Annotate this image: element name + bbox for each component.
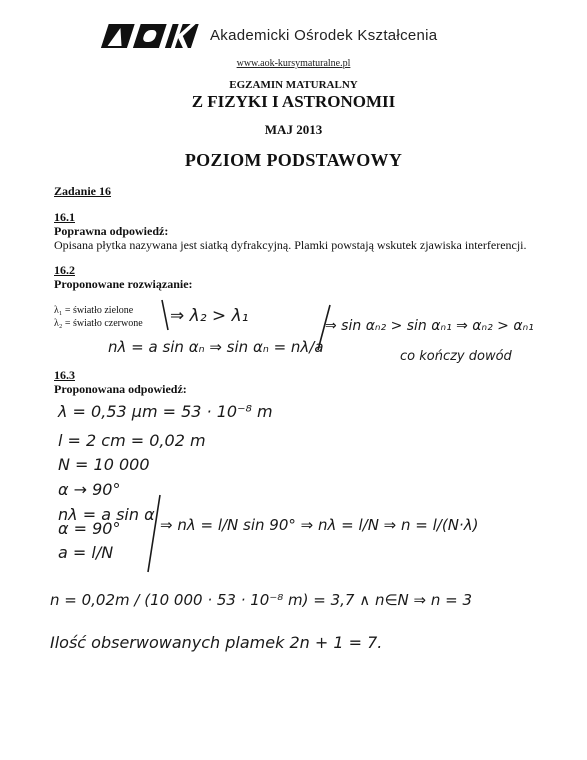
subject-title: Z FIZYKI I ASTRONOMII [191, 92, 396, 111]
hw-16-2-line3: ⇒ sin αₙ₂ > sin αₙ₁ ⇒ αₙ₂ > αₙ₁ [325, 318, 534, 334]
website-url[interactable]: www.aok-kursymaturalne.pl [236, 58, 351, 69]
section-16-2-heading: Proponowane rozwiązanie: [54, 277, 193, 291]
section-16-1-number: 16.1 [54, 210, 75, 224]
hw-given-alpha: α → 90° [58, 480, 121, 499]
brace-stroke [162, 300, 168, 330]
hw-derivation: ⇒ nλ = l/N sin 90° ⇒ nλ = l/N ⇒ n = l/(N·λ) [160, 516, 479, 534]
hw-given-N: N = 10 000 [58, 455, 150, 474]
exam-title: EGZAMIN MATURALNY [229, 79, 358, 91]
hw-eq-grating: nλ = a sin α [58, 505, 155, 524]
hw-eq-angle: α = 90° [58, 519, 121, 538]
level-title: POZIOM PODSTAWOWY [184, 150, 403, 170]
hw-16-2-line4: co kończy dowód [400, 349, 512, 364]
section-16-1-heading: Poprawna odpowiedź: [54, 224, 169, 238]
exam-date: MAJ 2013 [264, 122, 323, 137]
logo-name: Akademicki Ośrodek Kształcenia [210, 27, 438, 44]
hw-eq-spacing: a = l/N [58, 543, 114, 562]
section-16-3-number: 16.3 [54, 368, 75, 382]
section-16-2-number: 16.2 [54, 263, 75, 277]
hw-result: n = 0,02m / (10 000 · 53 · 10⁻⁸ m) = 3,7 ∧ n∈N ⇒ n = 3 [50, 591, 473, 609]
hw-16-2-line1: ⇒ λ₂ > λ₁ [170, 306, 249, 326]
task-heading: Zadanie 16 [54, 184, 112, 198]
hw-given-l: l = 2 cm = 0,02 m [58, 431, 206, 450]
hw-16-2-line2: nλ = a sin αₙ ⇒ sin αₙ = nλ/a [108, 338, 324, 356]
hw-given-lambda: λ = 0,53 μm = 53 · 10⁻⁸ m [58, 402, 273, 421]
section-16-3-heading: Proponowana odpowiedź: [54, 382, 187, 396]
hw-final-answer: Ilość obserwowanych plamek 2n + 1 = 7. [50, 633, 383, 652]
section-16-1-text: Opisana płytka nazywana jest siatką dyfrakcyjną. Plamki powstają wskutek zjawiska interferencji. [54, 238, 527, 252]
lambda1-definition: λ₁ = światło zielone [54, 305, 134, 316]
lambda2-definition: λ₂ = światło czerwone [54, 318, 143, 329]
